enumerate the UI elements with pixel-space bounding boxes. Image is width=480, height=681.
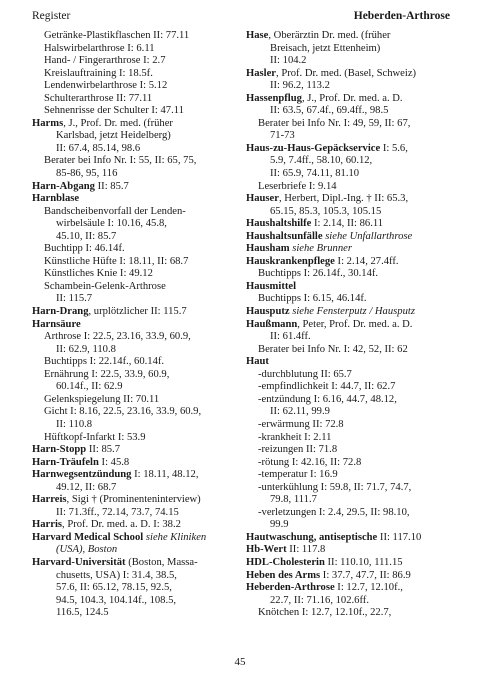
entry-locator: I: 18.11, 48.12, bbox=[131, 469, 199, 481]
index-subentry bbox=[258, 268, 452, 281]
entry-term: Hauskrankenpflege bbox=[246, 255, 335, 267]
entry-locator: 94.5, 104.3, 104.14f., 108.5, bbox=[56, 594, 177, 606]
index-subentry bbox=[258, 381, 452, 394]
index-entry bbox=[246, 319, 452, 332]
index-subentry bbox=[44, 369, 236, 382]
index-subentry bbox=[44, 105, 236, 118]
entry-locator: 71-73 bbox=[270, 130, 295, 142]
entry-locator: I: 12.7, 12.10f., bbox=[334, 582, 403, 594]
index-subentry bbox=[258, 181, 452, 194]
entry-locator: , J., Prof. Dr. med. (früher bbox=[63, 117, 173, 129]
index-subentry bbox=[270, 43, 452, 56]
index-subentry bbox=[44, 80, 236, 93]
index-entry bbox=[32, 519, 236, 532]
entry-term: Hassenpflug bbox=[246, 92, 302, 104]
entry-locator: , Peter, Prof. Dr. med. a. D. bbox=[297, 318, 413, 330]
index-subentry bbox=[44, 93, 236, 106]
entry-term: Hausham bbox=[246, 243, 290, 255]
entry-term: Hausputz bbox=[246, 306, 290, 318]
entry-locator: Berater bei Info Nr. I: 55, II: 65, 75, bbox=[44, 155, 197, 167]
entry-locator: -rötung I: 42.16, II: 72.8 bbox=[258, 456, 362, 468]
entry-locator: , J., Prof. Dr. med. a. D. bbox=[301, 92, 403, 104]
entry-locator: -empfindlichkeit I: 44.7, II: 62.7 bbox=[258, 381, 396, 393]
entry-term: Hb-Wert bbox=[246, 544, 287, 556]
entry-locator: II: 117.10 bbox=[377, 531, 422, 543]
index-entry bbox=[246, 532, 452, 545]
index-subentry bbox=[258, 344, 452, 357]
index-subentry bbox=[44, 331, 236, 344]
entry-locator: 57.6, II: 65.12, 78.15, 92.5, bbox=[56, 582, 172, 594]
index-subentry bbox=[56, 143, 236, 156]
index-subentry bbox=[56, 595, 236, 608]
index-subentry bbox=[44, 268, 236, 281]
entry-locator: Schambein-Gelenk-Arthrose bbox=[44, 280, 166, 292]
entry-term: Hasler bbox=[246, 67, 277, 79]
index-subentry bbox=[44, 432, 236, 445]
header-last-entry: Heberden-Arthrose bbox=[353, 10, 450, 22]
index-subentry bbox=[44, 356, 236, 369]
entry-locator: II: 71.3ff., 72.14, 73.7, 74.15 bbox=[56, 506, 179, 518]
entry-locator: 49.12, II: 68.7 bbox=[56, 481, 117, 493]
index-subentry bbox=[56, 231, 236, 244]
entry-term: Haus-zu-Haus-Gepäckservice bbox=[246, 142, 381, 154]
index-subentry bbox=[258, 457, 452, 470]
index-entry bbox=[32, 469, 236, 482]
index-entry bbox=[246, 544, 452, 557]
entry-locator: 22.7, II: 71.16, 102.6ff. bbox=[270, 594, 369, 606]
entry-term: Haut bbox=[246, 356, 269, 368]
entry-term: Harvard-Universität bbox=[32, 556, 126, 568]
entry-term: Haushaltshilfe bbox=[246, 218, 312, 230]
entry-locator: II: 62.9, 110.8 bbox=[56, 343, 116, 355]
entry-locator: II: 117.8 bbox=[286, 544, 326, 556]
index-column-right bbox=[246, 30, 452, 620]
index-subentry bbox=[56, 507, 236, 520]
index-subentry bbox=[270, 206, 452, 219]
index-entry bbox=[32, 181, 236, 194]
index-subentry bbox=[270, 130, 452, 143]
entry-term: Harn-Stopp bbox=[32, 444, 87, 456]
entry-locator: Gicht I: 8.16, 22.5, 23.16, 33.9, 60.9, bbox=[44, 406, 202, 418]
entry-term: Harnwegsentzündung bbox=[32, 469, 132, 481]
index-subentry bbox=[270, 595, 452, 608]
index-entry bbox=[246, 218, 452, 231]
cross-reference: siehe Unfallarthrose bbox=[325, 230, 413, 242]
index-entry bbox=[246, 557, 452, 570]
entry-locator: I: 45.8 bbox=[98, 456, 130, 468]
entry-locator: -verletzungen I: 2.4, 29.5, II: 98.10, bbox=[258, 506, 410, 518]
entry-locator: -temperatur I: 16.9 bbox=[258, 469, 338, 481]
index-subentry bbox=[270, 494, 452, 507]
entry-locator: (Boston, Massa- bbox=[125, 556, 198, 568]
entry-locator: 65.15, 85.3, 105.3, 105.15 bbox=[270, 205, 382, 217]
entry-locator: -erwärmung II: 72.8 bbox=[258, 418, 344, 430]
entry-term: HDL-Cholesterin bbox=[246, 556, 325, 568]
entry-locator: II: 85.7 bbox=[94, 180, 129, 192]
index-entry bbox=[32, 557, 236, 570]
index-subentry bbox=[56, 218, 236, 231]
index-entry bbox=[32, 457, 236, 470]
entry-locator: 85-86, 95, 116 bbox=[56, 168, 118, 180]
index-subentry bbox=[258, 293, 452, 306]
entry-locator: 45.10, II: 85.7 bbox=[56, 230, 117, 242]
index-subentry bbox=[56, 344, 236, 357]
entry-locator: 5.9, 7.4ff., 58.10, 60.12, bbox=[270, 155, 373, 167]
entry-locator: Hand- / Fingerarthrose I: 2.7 bbox=[44, 55, 166, 67]
entry-locator: Künstliche Hüfte I: 18.11, II: 68.7 bbox=[44, 255, 189, 267]
index-entry bbox=[32, 494, 236, 507]
entry-locator: Lendenwirbelarthrose I: 5.12 bbox=[44, 80, 168, 92]
entry-locator: 60.14f., II: 62.9 bbox=[56, 381, 123, 393]
entry-locator: II: 85.7 bbox=[86, 444, 121, 456]
index-subentry bbox=[270, 331, 452, 344]
index-subentry bbox=[56, 381, 236, 394]
index-subentry bbox=[44, 406, 236, 419]
index-entry bbox=[246, 143, 452, 156]
index-entry bbox=[246, 243, 452, 256]
entry-locator: II: 115.7 bbox=[56, 293, 93, 305]
entry-term: Harnblase bbox=[32, 193, 80, 205]
entry-locator: , urplötzlicher II: 115.7 bbox=[88, 306, 187, 318]
entry-locator: 99.9 bbox=[270, 519, 289, 531]
cross-reference: (USA), Boston bbox=[56, 544, 118, 556]
entry-locator: Gelenkspiegelung II: 70.11 bbox=[44, 393, 160, 405]
entry-locator: II: 62.11, 99.9 bbox=[270, 406, 330, 418]
entry-locator: Kreislauftraining I: 18.5f. bbox=[44, 67, 153, 79]
entry-locator: I: 2.14, II: 86.11 bbox=[311, 218, 384, 230]
entry-locator: Karlsbad, jetzt Heidelberg) bbox=[56, 130, 171, 142]
entry-term: Heberden-Arthrose bbox=[246, 582, 335, 594]
entry-locator: , Prof. Dr. med. (Basel, Schweiz) bbox=[276, 67, 417, 79]
entry-term: Hautwaschung, antiseptische bbox=[246, 531, 378, 543]
index-subentry bbox=[44, 68, 236, 81]
entry-locator: Knötchen I: 12.7, 12.10f., 22.7, bbox=[258, 607, 392, 619]
entry-locator: II: 61.4ff. bbox=[270, 331, 311, 343]
entry-locator: Halswirbelarthrose I: 6.11 bbox=[44, 42, 155, 54]
index-subentry bbox=[258, 469, 452, 482]
entry-locator: Buchtipps I: 26.14f., 30.14f. bbox=[258, 268, 379, 280]
entry-locator: Ernährung I: 22.5, 33.9, 60.9, bbox=[44, 368, 170, 380]
entry-locator: -krankheit I: 2.11 bbox=[258, 431, 332, 443]
index-entry bbox=[246, 306, 452, 319]
index-entry bbox=[246, 93, 452, 106]
entry-term: Harris bbox=[32, 519, 63, 531]
entry-locator: Berater bei Info Nr. I: 42, 52, II: 62 bbox=[258, 343, 408, 355]
cross-reference: siehe Kliniken bbox=[145, 531, 207, 543]
index-entry bbox=[246, 281, 452, 294]
index-subentry bbox=[56, 168, 236, 181]
entry-locator: II: 67.4, 85.14, 98.6 bbox=[56, 142, 141, 154]
index-column-left bbox=[32, 30, 236, 620]
index-subentry bbox=[56, 544, 236, 557]
entry-locator: , Oberärztin Dr. med. (früher bbox=[268, 30, 391, 41]
index-subentry bbox=[56, 582, 236, 595]
index-subentry bbox=[270, 105, 452, 118]
index-subentry bbox=[258, 482, 452, 495]
index-subentry bbox=[258, 444, 452, 457]
entry-locator: Buchtipps I: 22.14f., 60.14f. bbox=[44, 356, 165, 368]
entry-term: Harn-Abgang bbox=[32, 180, 95, 192]
index-subentry bbox=[258, 432, 452, 445]
entry-term: Heben des Arms bbox=[246, 569, 321, 581]
entry-term: Haußmann bbox=[246, 318, 298, 330]
entry-locator: Arthrose I: 22.5, 23.16, 33.9, 60.9, bbox=[44, 331, 191, 343]
index-subentry bbox=[270, 80, 452, 93]
index-subentry bbox=[44, 206, 236, 219]
index-subentry bbox=[258, 419, 452, 432]
index-entry bbox=[32, 118, 236, 131]
index-subentry bbox=[44, 281, 236, 294]
index-subentry bbox=[44, 256, 236, 269]
index-subentry bbox=[270, 155, 452, 168]
index-subentry bbox=[56, 482, 236, 495]
entry-locator: I: 37.7, 47.7, II: 86.9 bbox=[320, 569, 411, 581]
index-subentry bbox=[270, 55, 452, 68]
entry-locator: I: 5.6, bbox=[380, 142, 408, 154]
entry-term: Hauser bbox=[246, 193, 279, 205]
index-entry bbox=[246, 356, 452, 369]
entry-term: Harvard Medical School bbox=[32, 531, 144, 543]
entry-term: Harn-Träufeln bbox=[32, 456, 99, 468]
entry-locator: -reizungen II: 71.8 bbox=[258, 444, 338, 456]
index-subentry bbox=[44, 55, 236, 68]
entry-term: Haushaltsunfälle bbox=[246, 230, 323, 242]
entry-term: Harms bbox=[32, 117, 64, 129]
index-subentry bbox=[270, 406, 452, 419]
index-subentry bbox=[258, 607, 452, 620]
entry-locator: I: 2.14, 27.4ff. bbox=[334, 255, 399, 267]
entry-locator: II: 104.2 bbox=[270, 55, 307, 67]
index-subentry bbox=[258, 118, 452, 131]
index-subentry bbox=[44, 394, 236, 407]
index-entry bbox=[246, 582, 452, 595]
entry-locator: Sehnenrisse der Schulter I: 47.11 bbox=[44, 105, 184, 117]
entry-term: Hausmittel bbox=[246, 280, 297, 292]
index-subentry bbox=[258, 394, 452, 407]
index-subentry bbox=[44, 30, 236, 43]
page-number: 45 bbox=[234, 656, 246, 668]
index-subentry bbox=[56, 570, 236, 583]
entry-locator: 116.5, 124.5 bbox=[56, 607, 109, 619]
entry-locator: Breisach, jetzt Ettenheim) bbox=[270, 42, 381, 54]
entry-locator: Schulterarthrose II: 77.11 bbox=[44, 92, 153, 104]
entry-locator: II: 96.2, 113.2 bbox=[270, 80, 330, 92]
entry-locator: II: 65.9, 74.11, 81.10 bbox=[270, 168, 360, 180]
index-subentry bbox=[270, 168, 452, 181]
index-entry bbox=[32, 193, 236, 206]
entry-locator: Buchtipps I: 6.15, 46.14f. bbox=[258, 293, 367, 305]
entry-term: Harn-Drang bbox=[32, 306, 89, 318]
index-subentry bbox=[44, 243, 236, 256]
entry-term: Hase bbox=[246, 30, 269, 41]
index-entry bbox=[32, 306, 236, 319]
entry-locator: II: 110.10, 111.15 bbox=[324, 556, 403, 568]
header-section-title: Register bbox=[32, 10, 71, 22]
entry-locator: Leserbriefe I: 9.14 bbox=[258, 180, 337, 192]
entry-locator: Berater bei Info Nr. I: 49, 59, II: 67, bbox=[258, 117, 411, 129]
entry-locator: Bandscheibenvorfall der Lenden- bbox=[44, 205, 186, 217]
index-entry bbox=[32, 444, 236, 457]
entry-locator: wirbelsäule I: 10.16, 45.8, bbox=[56, 218, 167, 230]
index-entry bbox=[246, 231, 452, 244]
index-subentry bbox=[56, 607, 236, 620]
entry-locator: 79.8, 111.7 bbox=[270, 494, 317, 506]
entry-locator: II: 63.5, 67.4f., 69.4ff., 98.5 bbox=[270, 105, 389, 117]
entry-locator: Hüftkopf-Infarkt I: 53.9 bbox=[44, 431, 146, 443]
index-subentry bbox=[44, 43, 236, 56]
entry-locator: -entzündung I: 6.16, 44.7, 48.12, bbox=[258, 393, 397, 405]
entry-locator: -unterkühlung I: 59.8, II: 71.7, 74.7, bbox=[258, 481, 412, 493]
index-entry bbox=[246, 570, 452, 583]
index-subentry bbox=[56, 130, 236, 143]
index-subentry bbox=[270, 519, 452, 532]
entry-locator: , Prof. Dr. med. a. D. I: 38.2 bbox=[62, 519, 181, 531]
entry-locator: , Herbert, Dipl.-Ing. † II: 65.3, bbox=[278, 193, 409, 205]
entry-locator: Buchtipp I: 46.14f. bbox=[44, 243, 125, 255]
running-header bbox=[32, 10, 450, 26]
entry-locator: , Sigi † (Prominenteninterview) bbox=[66, 494, 201, 506]
entry-locator: II: 110.8 bbox=[56, 418, 93, 430]
cross-reference: siehe Fensterputz / Hausputz bbox=[292, 306, 415, 318]
index-subentry bbox=[56, 419, 236, 432]
index-subentry bbox=[258, 369, 452, 382]
entry-term: Harnsäure bbox=[32, 318, 81, 330]
index-entry bbox=[32, 319, 236, 332]
index-entry bbox=[246, 30, 452, 43]
entry-locator: Getränke-Plastikflaschen II: 77.11 bbox=[44, 30, 190, 41]
entry-locator: chusetts, USA) I: 31.4, 38.5, bbox=[56, 569, 177, 581]
entry-term: Harreis bbox=[32, 494, 67, 506]
index-entry bbox=[246, 193, 452, 206]
index-subentry bbox=[258, 507, 452, 520]
index-entry bbox=[246, 256, 452, 269]
cross-reference: siehe Brunner bbox=[292, 243, 352, 255]
index-entry bbox=[32, 532, 236, 545]
index-subentry bbox=[44, 155, 236, 168]
entry-locator: -durchblutung II: 65.7 bbox=[258, 368, 352, 380]
index-subentry bbox=[56, 293, 236, 306]
index-entry bbox=[246, 68, 452, 81]
entry-locator: Künstliches Knie I: 49.12 bbox=[44, 268, 153, 280]
